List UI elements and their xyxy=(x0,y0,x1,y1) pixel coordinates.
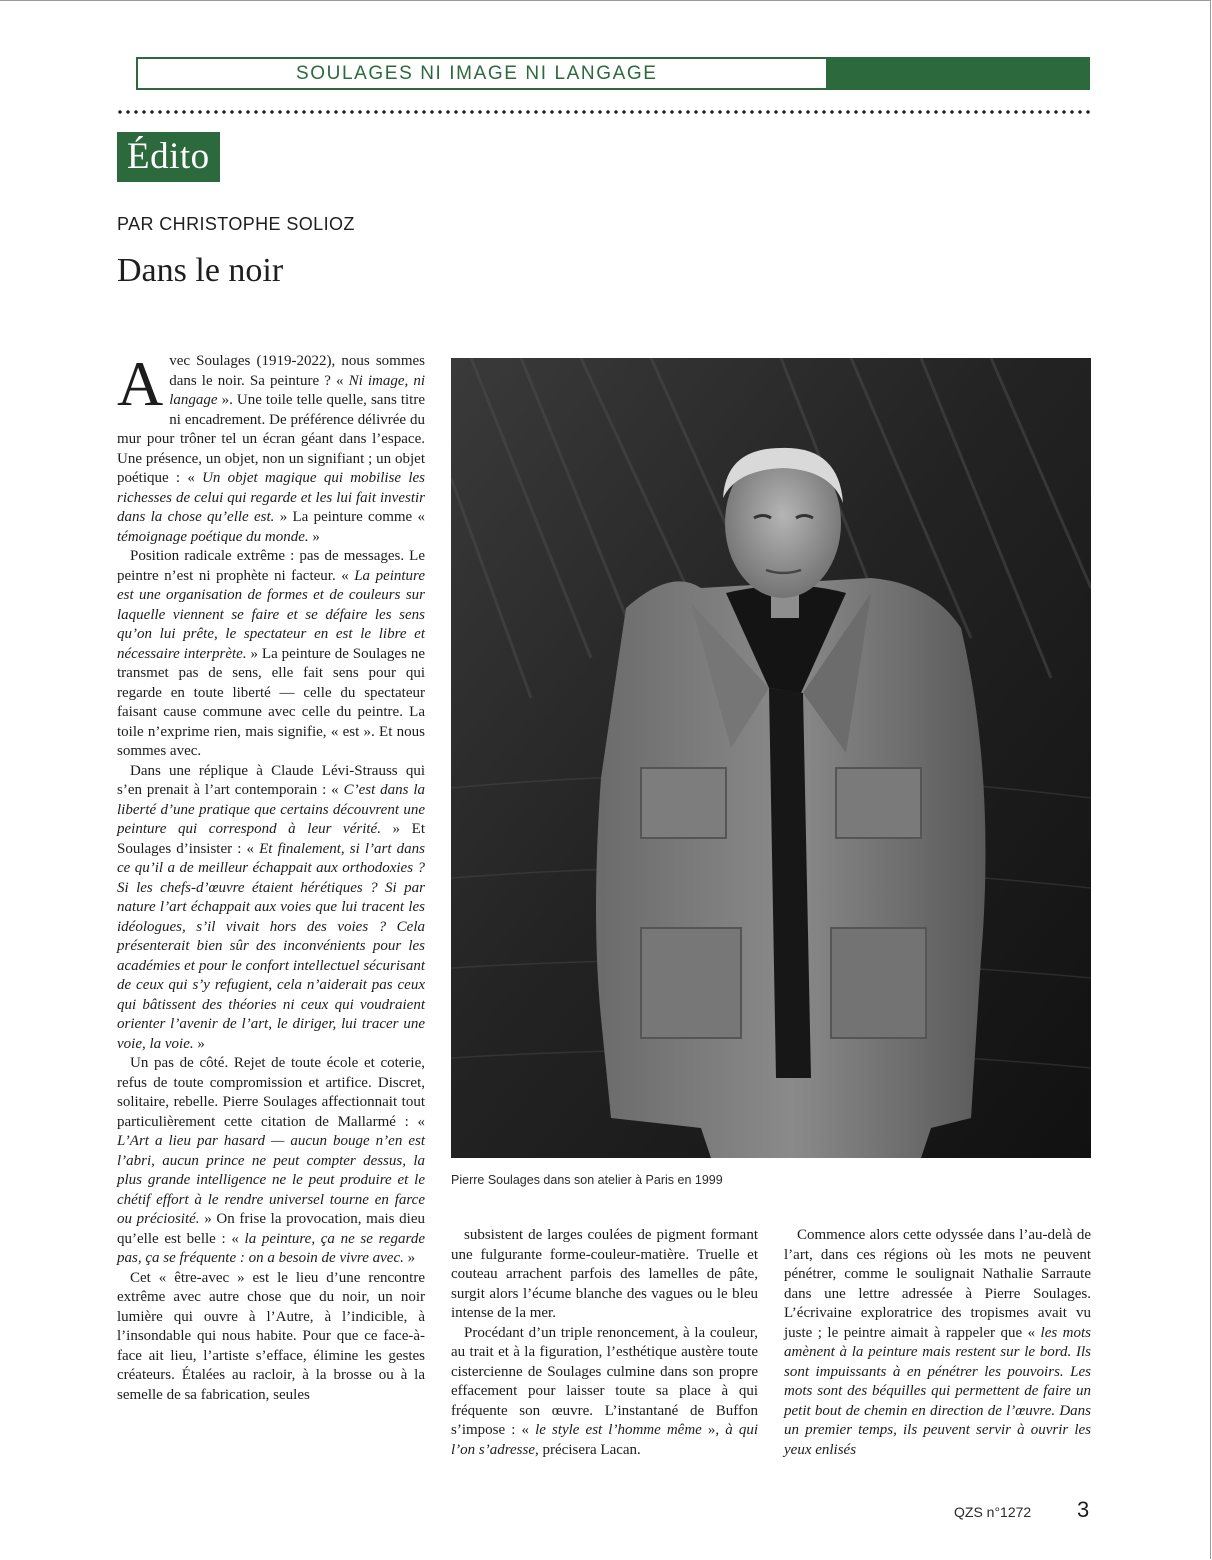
header-green-block xyxy=(826,59,1088,88)
paragraph: subsistent de larges coulées de pigment formant une fulgurante forme-couleur-matière. Truelle et couteau arrachent parfois des lamelles de pâte, surgit alors l’écume blanche des vagues ou le bleu intense de la mer. xyxy=(451,1227,758,1321)
running-header-bar xyxy=(136,57,1090,90)
drop-cap: A xyxy=(117,348,164,419)
article-column-2 xyxy=(451,1226,758,1460)
photo-caption: Pierre Soulages dans son atelier à Paris en 1999 xyxy=(451,1173,723,1187)
paragraph: Commence alors cette odyssée dans l’au-delà de l’art, dans ces régions où les mots ne peuvent pénétrer, comme le soulignait Nathalie Sarraute dans une lettre adressée à Pierre Soulages. L’écrivaine exploratrice des tropismes avait vu juste ; le peintre aimait à rappeler que « les mots amènent à la peinture mais restent sur le bord. Ils sont impuissants à en pénétrer les pouvoirs. Les mots sont des béquilles qui permettent de faire un petit bout de chemin en direction de l’œuvre. Dans un premier temps, ils peuvent servir à ouvrir les yeux enlisés xyxy=(784,1227,1092,1458)
paragraph: Cet « être-avec » est le lieu d’une rencontre extrême avec autre chose que du noir, un noir lumière qui ouvre à l’Autre, à l’indicible, à l’insondable qui nous habite. Pour que ce face-à-face ait lieu, l’artiste s’efface, élimine les gestes créateurs. Étalées au racloir, à la brosse ou à la semelle de sa fabrication, seules xyxy=(117,1269,425,1403)
article-headline: Dans le noir xyxy=(117,252,284,289)
byline: PAR CHRISTOPHE SOLIOZ xyxy=(117,214,355,234)
portrait-illustration xyxy=(451,358,1091,1158)
running-header-title: SOULAGES NI IMAGE NI LANGAGE xyxy=(296,63,658,84)
dotted-divider xyxy=(116,110,1092,114)
section-label: Édito xyxy=(117,132,220,182)
paragraph: Avec Soulages (1919-2022), nous sommes dans le noir. Sa peinture ? « Ni image, ni langage ». Une toile telle quelle, sans titre ni encadrement. De préférence délivrée du mur pour trôner tel un écran géant dans l’espace. Une présence, un objet, non un signifiant ; un objet poétique : « Un objet magique qui mobilise les richesses de celui qui regarde et les lui fait investir dans la chose qu’elle est. » La peinture comme « témoignage poétique du monde. » xyxy=(117,348,425,545)
article-column-1 xyxy=(117,348,426,1405)
page-number: 3 xyxy=(1077,1497,1090,1522)
paragraph: Dans une réplique à Claude Lévi-Strauss qui s’en prenait à l’art contemporain : « C’est dans la liberté d’une pratique que certains découvrent une peinture qui correspond à leur vérité. » Et Soulages d’insister : « Et finalement, si l’art dans ce qu’il a de meilleur échappait aux orthodoxies ? Si les chefs-d’œuvre étaient hérétiques ? Si par nature l’art échappait aux voies que lui tracent les idéologues, s’il vivait hors des voies ? Cela présenterait bien sûr des inconvénients pour les académies et pour le confort intellectuel sécurisant de ceux qui s’y refugient, cela n’aiderait pas ceux qui bâtissent des théories ni ceux qui voudraient orienter l’avenir de l’art, le diriger, lui tracer une voie, la voie. » xyxy=(117,762,426,1052)
issue-number: QZS n°1272 xyxy=(954,1504,1032,1520)
paragraph: Procédant d’un triple renoncement, à la couleur, au trait et à la figuration, l’esthétique austère toute cistercienne de Soulages culmine dans son propre effacement pour laisser toute sa place à qui fréquente son œuvre. L’instantané de Buffon s’impose : « le style est l’homme même », à qui l’on s’adresse, précisera Lacan. xyxy=(451,1324,758,1458)
portrait-photo xyxy=(451,358,1091,1158)
article-column-3 xyxy=(784,1226,1091,1460)
paragraph: Position radicale extrême : pas de messages. Le peintre n’est ni prophète ni facteur. « La peinture est une organisation de formes et de couleurs sur laquelle viennent se faire et se défaire les sens qu’on lui prête, le spectateur en est le libre et nécessaire interprète. » La peinture de Soulages ne transmet pas de sens, elle fait sens pour qui regarde en toute liberté — celle du spectateur faisant cause commune avec celle du peintre. La toile n’exprime rien, mais signifie, « est ». Et nous sommes avec. xyxy=(117,548,425,759)
paragraph: Un pas de côté. Rejet de toute école et coterie, refus de toute compromission et artifice. Discret, solitaire, rebelle. Pierre Soulages affectionnait tout particulièrement cette citation de Mallarmé : « L’Art a lieu par hasard — aucun bouge n’en est l’abri, aucun prince ne peut compter dessus, la plus grande intelligence ne le peut produire et le chétif effort à le rendre universel tourne en farce ou préciosité. » On frise la provocation, mais dieu qu’elle est belle : « la peinture, ça ne se regarde pas, ça se fréquente : on a besoin de vivre avec. » xyxy=(117,1055,425,1266)
